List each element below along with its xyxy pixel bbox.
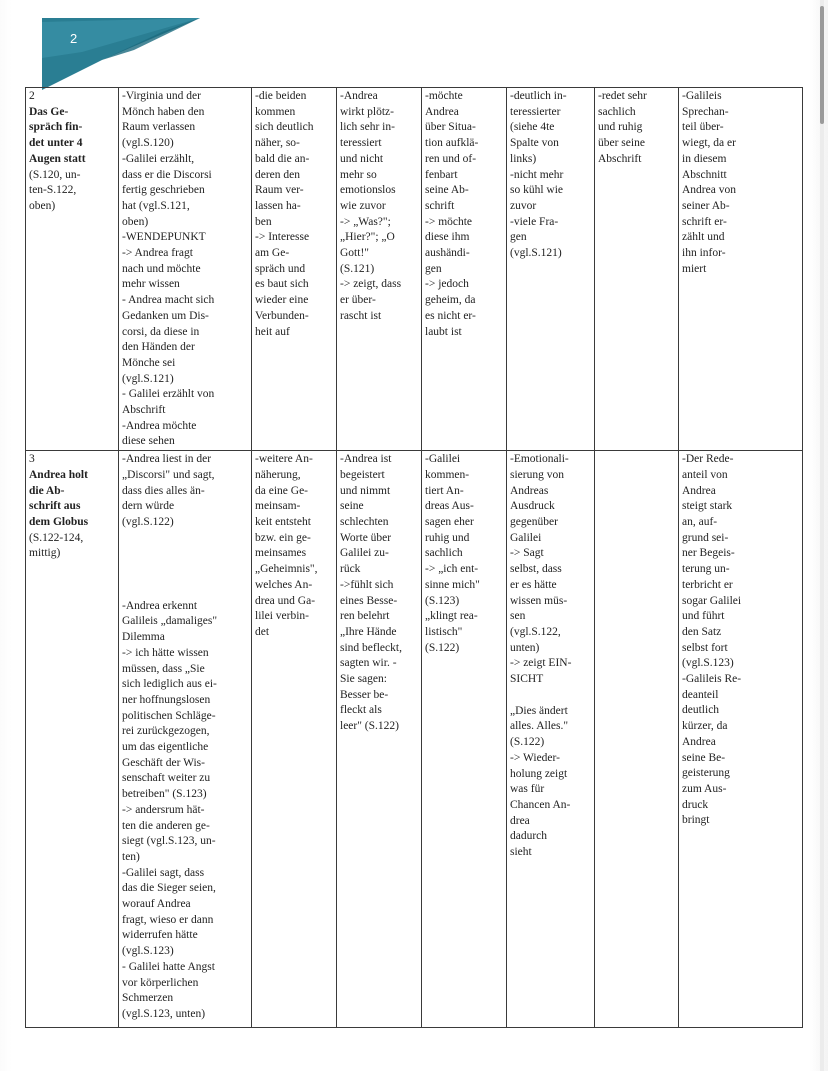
row-title: Andrea holt die Ab- schrift aus dem Globus	[29, 468, 89, 528]
handlung-part-a: -Andrea liest in der „Discorsi" und sagt, dass dies alles än- dern würde (vgl.S.122)	[122, 453, 215, 528]
row-title: Das Ge- spräch fin- det unter 4 Augen statt	[29, 105, 86, 165]
handlung-cell: -Virginia und der Mönch haben den Raum verlassen (vgl.S.120) -Galilei erzählt, dass er die Discorsi fertig geschrieben hat (vgl.S.121, oben) -WENDEPUNKT -> Andrea fragt nach und möchte mehr wissen - Andrea macht sich Gedanken um Dis- corsi, da diese in den Händen der Mönche sei (vgl.S.121) - Galilei erzählt von Abschrift -Andrea möchte diese sehen	[119, 88, 252, 451]
absicht-cell: -möchte Andrea über Situa- tion aufklä- ren und of- fenbart seine Ab- schrift -> möchte diese ihm aushändi- gen -> jedoch geheim, da es nicht er- laubt ist	[422, 88, 507, 451]
table-row	[26, 451, 803, 1028]
andrea-verhalten-cell: -Andrea wirkt plötz- lich sehr in- teressiert und nicht mehr so emotionslos wie zuvor -> „Was?"; „Hier?"; „O Gott!" (S.121) -> zeigt, dass er über- rascht ist	[337, 88, 422, 451]
row-number: 2	[29, 90, 35, 102]
emotionalisierung-part-b: „Dies ändert alles. Alles." (S.122) -> Wieder- holung zeigt was für Chancen An- drea dadurch sieht	[510, 704, 571, 859]
sprechanteil-cell: -Der Rede- anteil von Andrea steigt stark an, auf- grund sei- ner Begeis- terung un- terbricht er sogar Galilei und führt den Satz selbst fort (vgl.S.123) -Galileis Re- deanteil deutlich kürzer, da Andrea seine Be- geisterung zum Aus- druck bringt	[679, 451, 803, 1028]
galilei-sprache-cell	[595, 451, 679, 1028]
emotionalisierung-part-a: -Emotionali- sierung von Andreas Ausdruck gegenüber Galilei -> Sagt selbst, dass er es hätte wissen müs- sen (vgl.S.122, unten) -> zeigt EIN- SICHT	[510, 453, 572, 686]
table-row	[26, 88, 803, 451]
andrea-sprache-cell: -deutlich in- teressierter (siehe 4te Spalte von links) -nicht mehr so kühl wie zuvor -viele Fra- gen (vgl.S.121)	[507, 88, 595, 451]
sprechanteil-cell: -Galileis Sprechan- teil über- wiegt, da er in diesem Abschnitt Andrea von seiner Ab- schrift er- zählt und ihn infor- miert	[679, 88, 803, 451]
row-reference: (S.122-124, mittig)	[29, 531, 84, 560]
row-number: 3	[29, 453, 35, 466]
galilei-sprache-cell: -redet sehr sachlich und ruhig über seine Abschrift	[595, 88, 679, 451]
row-reference: (S.120, un- ten-S.122, oben)	[29, 168, 81, 212]
page-number: 2	[70, 31, 78, 46]
andrea-verhalten-cell: -Andrea ist begeistert und nimmt seine schlechten Worte über Galilei zu- rück ->fühlt sich eines Besse- ren belehrt „Ihre Hände sind befleckt, sagten wir. - Sie sagen: Besser be- fleckt als leer" (S.122)	[337, 451, 422, 1028]
page-number-banner	[42, 18, 200, 90]
handlung-part-b: -Andrea erkennt Galileis „damaliges" Dilemma -> ich hätte wissen müssen, dass „Sie sich lediglich aus ei- ner hoffnungslosen politischen Schläge- rei zurückgezogen, um das eigentliche Geschäft der Wis- senschaft weiter zu betreiben" (S.123) -> andersrum hät- ten die anderen ge- siegt (vgl.S.123, un- ten) -Galilei sagt, dass das die Sieger seien, worauf Andrea fragt, wieso er dann widerrufen hätte (vgl.S.123) - Galilei hatte Angst vor körperlichen Schmerzen (vgl.S.123, unten)	[122, 599, 218, 1020]
row-label-cell	[26, 88, 119, 451]
beziehung-cell: -die beiden kommen sich deutlich näher, so- bald die an- deren den Raum ver- lassen ha- ben -> Interesse am Ge- spräch und es baut sich wieder eine Verbunden- heit auf	[252, 88, 337, 451]
row-label-cell	[26, 451, 119, 1028]
emotionalisierung-cell	[507, 451, 595, 1028]
galilei-kommentar-cell: -Galilei kommen- tiert An- dreas Aus- sagen eher ruhig und sachlich -> „ich ent- sinne mich" (S.123) „klingt rea- listisch" (S.122)	[422, 451, 507, 1028]
beziehung-cell: -weitere An- näherung, da eine Ge- meinsam- keit entsteht bzw. ein ge- meinsames „Geheimnis", welches An- drea und Ga- lilei verbin- det	[252, 451, 337, 1028]
analysis-table	[25, 87, 803, 1028]
scrollbar-track[interactable]	[820, 0, 824, 1071]
handlung-cell	[119, 451, 252, 1028]
scrollbar-thumb[interactable]	[820, 6, 824, 124]
